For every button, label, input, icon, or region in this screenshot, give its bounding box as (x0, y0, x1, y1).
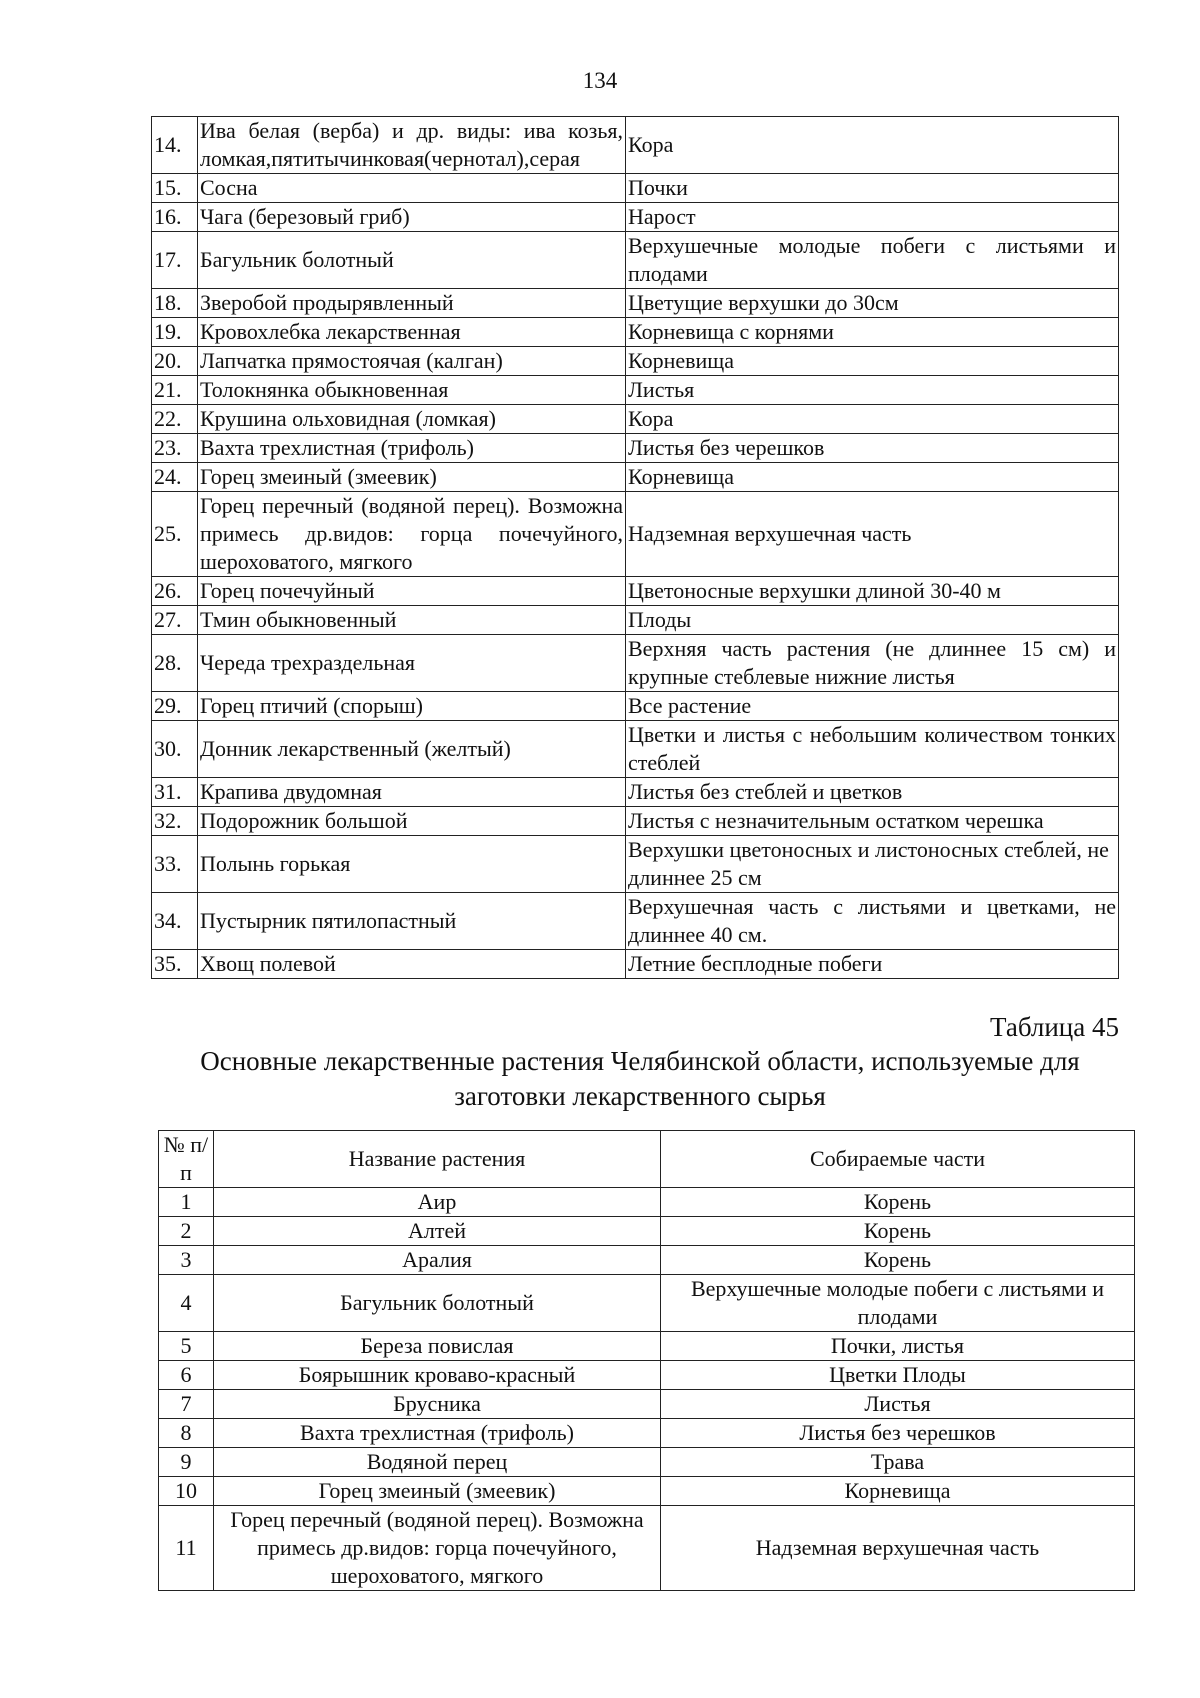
table-row (159, 1390, 1135, 1419)
plant-name: Лапчатка прямостоячая (калган) (198, 347, 626, 376)
collected-part: Корень (661, 1246, 1135, 1275)
collected-part: Корневища (661, 1477, 1135, 1506)
table-row (159, 1275, 1135, 1332)
collected-part: Летние бесплодные побеги (626, 950, 1119, 979)
plant-name: Ива белая (верба) и др. виды: ива козья, ломкая,пятитычинковая(чернотал),серая (198, 117, 626, 174)
row-number: 18. (152, 289, 198, 318)
plant-name: Аир (214, 1188, 661, 1217)
plant-name: Алтей (214, 1217, 661, 1246)
plant-name: Вахта трехлистная (трифоль) (214, 1419, 661, 1448)
plant-name: Горец перечный (водяной перец). Возможна примесь др.видов: горца почечуйного, шероховатого, мягкого (214, 1506, 661, 1591)
plant-name: Горец перечный (водяной перец). Возможна примесь др.видов: горца почечуйного, шероховатого, мягкого (198, 492, 626, 577)
plant-name: Донник лекарственный (желтый) (198, 721, 626, 778)
collected-part: Листья с незначительным остатком черешка (626, 807, 1119, 836)
table-row (159, 1419, 1135, 1448)
collected-part: Верхушечные молодые побеги с листьями и плодами (661, 1275, 1135, 1332)
row-number: 14. (152, 117, 198, 174)
page-number: 134 (582, 68, 618, 93)
row-number: 7 (159, 1390, 214, 1419)
collected-part: Почки, листья (661, 1332, 1135, 1361)
table-row (159, 1361, 1135, 1390)
collected-part: Верхушки цветоносных и листоносных стеблей, не длиннее 25 см (626, 836, 1119, 893)
plant-name: Сосна (198, 174, 626, 203)
plant-name: Береза повислая (214, 1332, 661, 1361)
collected-part: Цветки и листья с небольшим количеством тонких стеблей (626, 721, 1119, 778)
row-number: 6 (159, 1361, 214, 1390)
table-row (152, 174, 1119, 203)
table-row (159, 1477, 1135, 1506)
table-row (152, 635, 1119, 692)
table-row (152, 807, 1119, 836)
table-row (152, 434, 1119, 463)
collected-part: Корень (661, 1217, 1135, 1246)
row-number: 17. (152, 232, 198, 289)
header-plant-name: Название растения (214, 1131, 661, 1188)
table-row (152, 347, 1119, 376)
collected-part: Листья (661, 1390, 1135, 1419)
collected-part: Плоды (626, 606, 1119, 635)
row-number: 2 (159, 1217, 214, 1246)
table-row (159, 1506, 1135, 1591)
collected-part: Листья без стеблей и цветков (626, 778, 1119, 807)
header-collected-parts: Собираемые части (661, 1131, 1135, 1188)
row-number: 30. (152, 721, 198, 778)
plant-name: Полынь горькая (198, 836, 626, 893)
row-number: 28. (152, 635, 198, 692)
row-number: 21. (152, 376, 198, 405)
row-number: 35. (152, 950, 198, 979)
row-number: 4 (159, 1275, 214, 1332)
row-number: 19. (152, 318, 198, 347)
plant-name: Горец почечуйный (198, 577, 626, 606)
row-number: 29. (152, 692, 198, 721)
collected-part: Надземная верхушечная часть (661, 1506, 1135, 1591)
row-number: 10 (159, 1477, 214, 1506)
plant-name: Чага (березовый гриб) (198, 203, 626, 232)
row-number: 26. (152, 577, 198, 606)
row-number: 22. (152, 405, 198, 434)
row-number: 32. (152, 807, 198, 836)
collected-part: Верхушечная часть с листьями и цветками, не длиннее 40 см. (626, 893, 1119, 950)
plant-name: Горец птичий (спорыш) (198, 692, 626, 721)
table-row (159, 1188, 1135, 1217)
row-number: 24. (152, 463, 198, 492)
collected-part: Почки (626, 174, 1119, 203)
collected-part: Корневища с корнями (626, 318, 1119, 347)
plant-name: Подорожник большой (198, 807, 626, 836)
plant-name: Хвощ полевой (198, 950, 626, 979)
table-row (152, 721, 1119, 778)
collected-part: Трава (661, 1448, 1135, 1477)
table-row (152, 893, 1119, 950)
collected-part: Листья (626, 376, 1119, 405)
table-row (152, 606, 1119, 635)
table-row (152, 232, 1119, 289)
plants-table-45 (158, 1130, 1135, 1591)
table-row (152, 318, 1119, 347)
plant-name: Багульник болотный (214, 1275, 661, 1332)
plant-name: Горец змеиный (змеевик) (214, 1477, 661, 1506)
table-title: Основные лекарственные растения Челябинской области, используемые для заготовки лекарственного сырья (200, 1046, 1080, 1111)
collected-part: Верхушечные молодые побеги с листьями и плодами (626, 232, 1119, 289)
row-number: 33. (152, 836, 198, 893)
table-row (152, 376, 1119, 405)
table-row (152, 778, 1119, 807)
table-row (152, 492, 1119, 577)
row-number: 27. (152, 606, 198, 635)
plant-name: Брусника (214, 1390, 661, 1419)
plant-name: Аралия (214, 1246, 661, 1275)
table-row (152, 405, 1119, 434)
header-number: № п/п (159, 1131, 214, 1188)
collected-part: Кора (626, 405, 1119, 434)
plant-name: Череда трехраздельная (198, 635, 626, 692)
row-number: 34. (152, 893, 198, 950)
collected-part: Корень (661, 1188, 1135, 1217)
table-row (152, 203, 1119, 232)
plant-name: Боярышник кроваво-красный (214, 1361, 661, 1390)
collected-part: Цветоносные верхушки длиной 30-40 м (626, 577, 1119, 606)
collected-part: Цветки Плоды (661, 1361, 1135, 1390)
table-row (152, 692, 1119, 721)
plant-name: Багульник болотный (198, 232, 626, 289)
row-number: 1 (159, 1188, 214, 1217)
table-row (159, 1448, 1135, 1477)
collected-part: Листья без черешков (626, 434, 1119, 463)
plant-name: Зверобой продырявленный (198, 289, 626, 318)
table-row (159, 1246, 1135, 1275)
collected-part: Нарост (626, 203, 1119, 232)
collected-part: Верхняя часть растения (не длиннее 15 см) и крупные стеблевые нижние листья (626, 635, 1119, 692)
collected-part: Цветущие верхушки до 30см (626, 289, 1119, 318)
table-row (152, 950, 1119, 979)
plant-name: Крушина ольховидная (ломкая) (198, 405, 626, 434)
table-row (152, 836, 1119, 893)
plant-name: Вахта трехлистная (трифоль) (198, 434, 626, 463)
plant-name: Толокнянка обыкновенная (198, 376, 626, 405)
row-number: 23. (152, 434, 198, 463)
table-header-row (159, 1131, 1135, 1188)
row-number: 15. (152, 174, 198, 203)
plants-table-continued (151, 116, 1119, 979)
table-row (152, 463, 1119, 492)
row-number: 8 (159, 1419, 214, 1448)
table-number: Таблица 45 (990, 1012, 1119, 1042)
plant-name: Кровохлебка лекарственная (198, 318, 626, 347)
row-number: 25. (152, 492, 198, 577)
row-number: 3 (159, 1246, 214, 1275)
row-number: 11 (159, 1506, 214, 1591)
collected-part: Корневища (626, 463, 1119, 492)
row-number: 5 (159, 1332, 214, 1361)
plant-name: Тмин обыкновенный (198, 606, 626, 635)
row-number: 16. (152, 203, 198, 232)
plant-name: Крапива двудомная (198, 778, 626, 807)
collected-part: Кора (626, 117, 1119, 174)
table-row (152, 117, 1119, 174)
table-row (159, 1217, 1135, 1246)
plant-name: Пустырник пятилопастный (198, 893, 626, 950)
collected-part: Корневища (626, 347, 1119, 376)
table-row (152, 577, 1119, 606)
plant-name: Водяной перец (214, 1448, 661, 1477)
table-row (152, 289, 1119, 318)
plant-name: Горец змеиный (змеевик) (198, 463, 626, 492)
collected-part: Надземная верхушечная часть (626, 492, 1119, 577)
row-number: 31. (152, 778, 198, 807)
collected-part: Листья без черешков (661, 1419, 1135, 1448)
row-number: 9 (159, 1448, 214, 1477)
table-row (159, 1332, 1135, 1361)
collected-part: Все растение (626, 692, 1119, 721)
row-number: 20. (152, 347, 198, 376)
